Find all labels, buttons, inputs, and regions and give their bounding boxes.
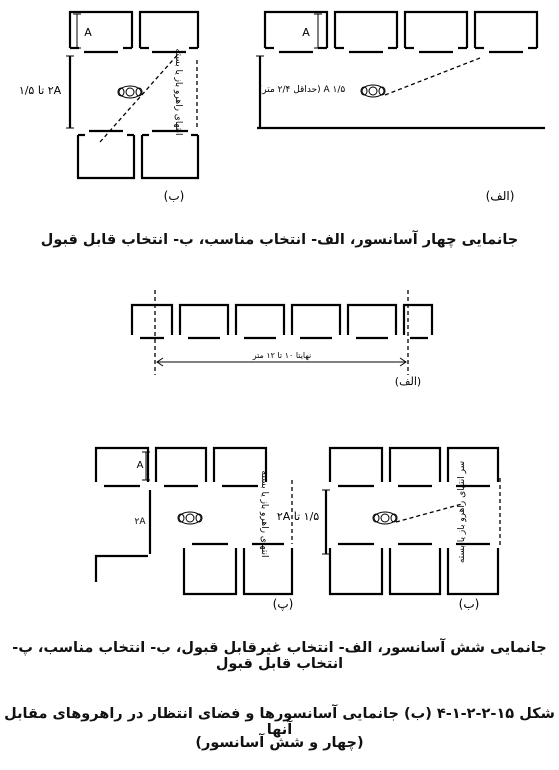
dim-a-label: A	[136, 460, 144, 471]
caption-four-elevators: جانمایی چهار آسانسور، الف- انتخاب مناسب، ب- انتخاب قابل قبول	[40, 232, 519, 248]
label-alef-2: (الف)	[394, 375, 422, 388]
person-icon	[361, 85, 385, 97]
dim-1-5-2a-label: ۲A تا ۱/۵	[18, 84, 62, 97]
label-alef: (الف)	[485, 189, 515, 203]
corridor-end-p-label: انتهای راهرو باز یا بسته	[259, 470, 269, 558]
dim-a-label: A	[84, 26, 92, 39]
dim-1-5a-min-label: ۱/۵ A (حداقل ۲/۴ متر)	[258, 85, 346, 95]
corridor-end-b-label: سر انتهای راهرو باز یا بسته	[457, 460, 467, 564]
label-b: (ب)	[163, 189, 185, 203]
label-b-2: (ب)	[458, 597, 480, 611]
dim-2a-label: ۲A	[134, 517, 146, 527]
diagram-four-elevators-alef	[256, 12, 545, 128]
corridor-end-label: انتهای راهرو باز یا بسته	[173, 48, 183, 136]
person-icon	[118, 86, 142, 98]
figure-subtitle: (چهار و شش آسانسور)	[195, 735, 364, 751]
diagram-six-elevators-b	[322, 448, 500, 594]
diagram-six-elevators-alef	[132, 290, 432, 375]
dim-max-label: نهایتا ۱۰ تا ۱۲ متر	[252, 351, 312, 360]
caption-six-elevators: جانمایی شش آسانسور، الف- انتخاب غیرقابل قبول، ب- انتخاب مناسب، پ- انتخاب قابل قبول	[12, 640, 547, 672]
dim-a-label: A	[302, 26, 310, 39]
label-p: (پ)	[272, 597, 294, 611]
person-icon	[373, 512, 397, 524]
dim-1-5-2a-label-2: ۱/۵ تا ۲A	[276, 510, 320, 523]
person-icon	[178, 512, 202, 524]
figure-title: شکل ۱۵-۲-۲-۱-۴ (ب) جانمایی آسانسورها و فضای انتظار در راهروهای مقابل آنها	[4, 706, 555, 738]
